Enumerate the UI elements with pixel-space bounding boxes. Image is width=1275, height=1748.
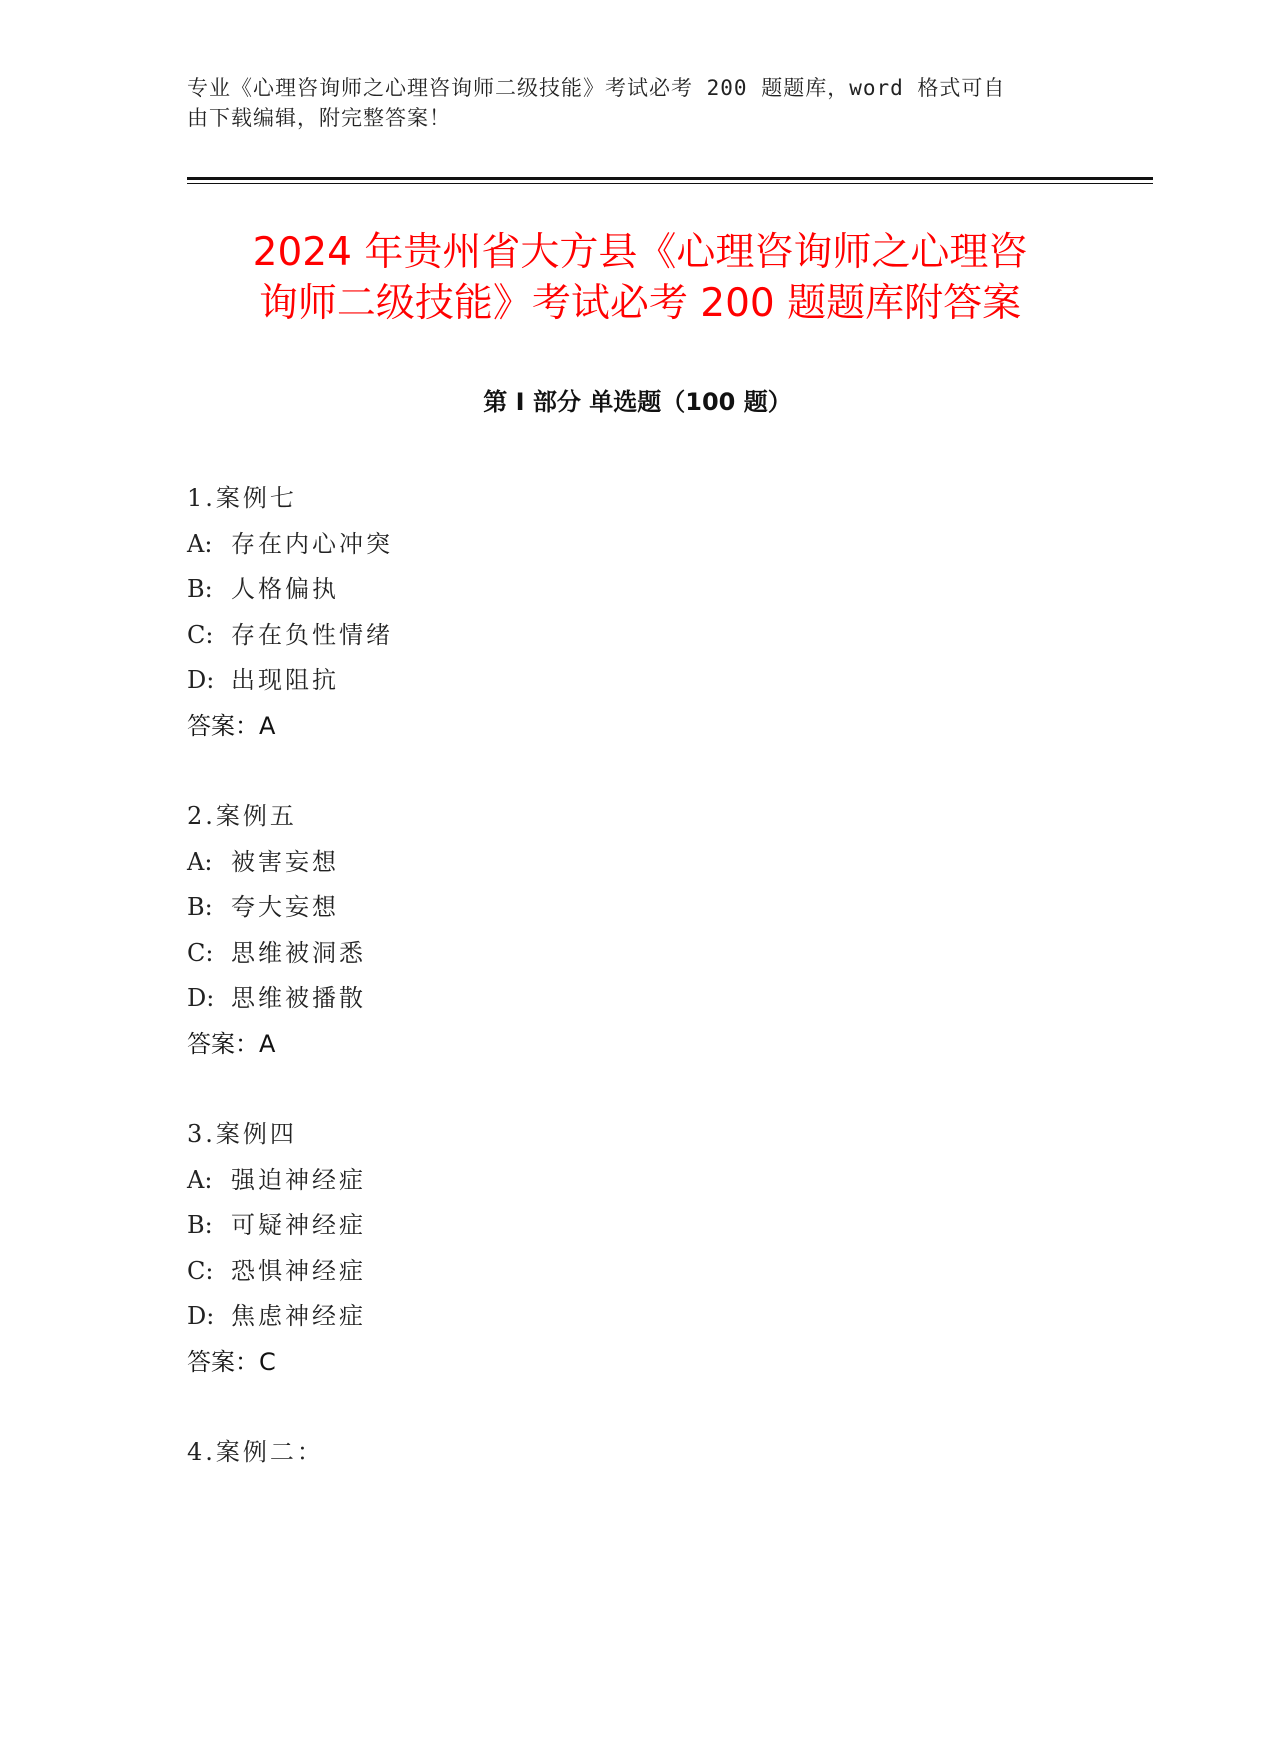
option-text: 人格偏执: [231, 575, 339, 603]
document-title-line-1: 2024 年贵州省大方县《心理咨询师之心理咨: [252, 230, 1028, 275]
header-divider-thin: [187, 183, 1153, 184]
option-d: [187, 976, 1087, 1022]
question-item: [187, 1112, 1087, 1430]
option-key: A:: [187, 847, 213, 876]
option-text: 思维被播散: [231, 984, 366, 1012]
option-d: [187, 1294, 1087, 1340]
option-text: 可疑神经症: [231, 1211, 366, 1239]
option-key: A:: [187, 529, 213, 558]
option-d: [187, 658, 1087, 704]
header-note: [187, 73, 1067, 133]
option-text: 出现阻抗: [231, 666, 339, 694]
header-divider-thick: [187, 177, 1153, 180]
answer-line: [187, 1022, 1087, 1068]
option-text: 夸大妄想: [231, 893, 339, 921]
document-title-line-2: 询师二级技能》考试必考 200 题题库附答案: [258, 281, 1022, 326]
option-key: B:: [187, 893, 213, 921]
option-b: [187, 1203, 1087, 1249]
option-a: [187, 1158, 1087, 1204]
question-item: [187, 794, 1087, 1112]
option-b: [187, 885, 1087, 931]
option-key: B:: [187, 575, 213, 603]
answer-value: A: [259, 711, 276, 740]
answer-label: 答案：: [187, 1029, 259, 1058]
option-key: C:: [187, 938, 214, 967]
option-key: B:: [187, 1211, 213, 1239]
option-text: 恐惧神经症: [231, 1256, 366, 1285]
option-text: 存在负性情绪: [231, 620, 393, 649]
header-note-line-1: 专业《心理咨询师之心理咨询师二级技能》考试必考 200 题题库，word 格式可自: [187, 76, 1006, 100]
option-c: [187, 931, 1087, 977]
answer-value: C: [259, 1347, 276, 1376]
option-b: [187, 567, 1087, 613]
option-a: [187, 840, 1087, 886]
option-text: 焦虑神经症: [231, 1302, 366, 1330]
option-c: [187, 1249, 1087, 1295]
option-key: C:: [187, 1256, 214, 1285]
option-text: 被害妄想: [231, 847, 339, 876]
answer-label: 答案：: [187, 711, 259, 740]
question-stem: 4.案例二：: [187, 1438, 324, 1466]
option-key: A:: [187, 1165, 213, 1194]
document-title: [150, 227, 1130, 329]
question-item: [187, 476, 1087, 794]
answer-value: A: [259, 1029, 276, 1058]
option-key: C:: [187, 620, 214, 649]
question-list: [187, 476, 1087, 1748]
header-note-line-2: 由下载编辑，附完整答案！: [187, 106, 451, 130]
option-key: D:: [187, 984, 215, 1012]
answer-line: [187, 1340, 1087, 1386]
answer-label: 答案：: [187, 1347, 259, 1376]
option-text: 存在内心冲突: [231, 529, 393, 558]
section-heading: 第 I 部分 单选题（100 题）: [483, 388, 792, 416]
option-text: 强迫神经症: [231, 1165, 366, 1194]
question-stem: 3.案例四: [187, 1120, 297, 1148]
question-stem: 2.案例五: [187, 802, 297, 830]
question-item: [187, 1430, 1087, 1748]
answer-line: [187, 704, 1087, 750]
option-key: D:: [187, 1302, 215, 1330]
option-text: 思维被洞悉: [231, 938, 366, 967]
option-key: D:: [187, 666, 215, 694]
option-c: [187, 613, 1087, 659]
option-a: [187, 522, 1087, 568]
question-stem: 1.案例七: [187, 484, 297, 512]
